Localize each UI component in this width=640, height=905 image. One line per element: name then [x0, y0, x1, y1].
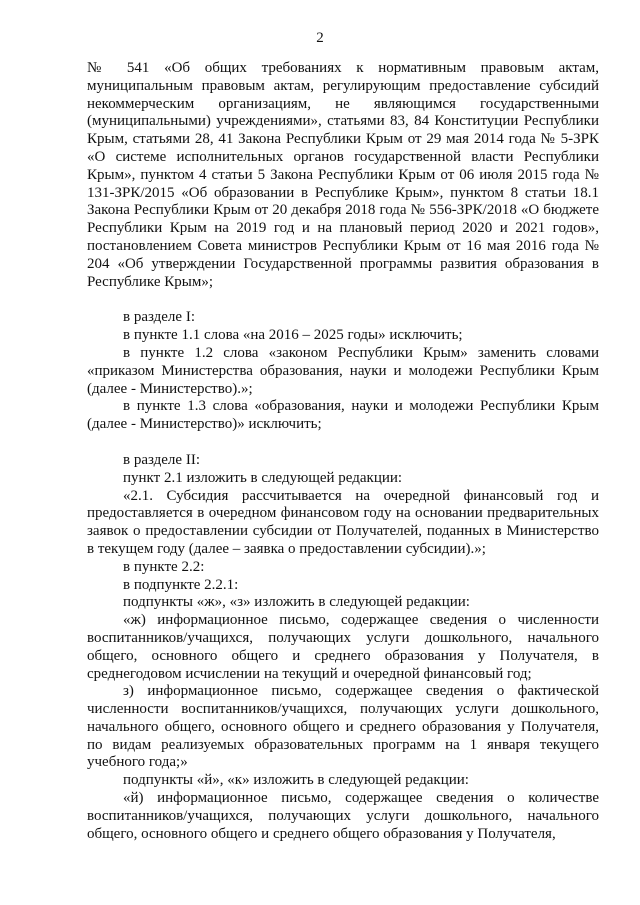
paragraph-item-2-2: в пункте 2.2: [123, 558, 205, 575]
paragraph-subitem-y: «й) информационное письмо, содержащее сведения о количестве воспитанников/учащихся, получающих услуги дошкольного, начального общего, основного общего и среднего общего образования у Получателя, [87, 790, 599, 842]
paragraph-item-1-2: в пункте 1.2 слова «законом Республики Крым» заменить словами «приказом Министерства образования, науки и молодежи Республики Крым (далее - Министерство).»; [87, 344, 599, 397]
paragraph-subitem-z: з) информационное письмо, содержащее сведения о фактической численности воспитанников/учащихся, получающих услуги дошкольного, начального общего, основного общего и среднего образования у Получателя, по видам реализуемых образовательных программ на 1 января текущего учебного года;» [87, 683, 599, 771]
paragraph-section-1-heading: в разделе I: [123, 309, 195, 326]
paragraph-subitems-y-k-intro: подпункты «й», «к» изложить в следующей редакции: [123, 772, 469, 789]
paragraph-item-1-3: в пункте 1.3 слова «образования, науки и молодежи Республики Крым (далее - Министерство)» исключить; [87, 398, 599, 433]
paragraph-subitems-zh-z-intro: подпункты «ж», «з» изложить в следующей редакции: [123, 594, 470, 611]
paragraph-section-2-heading: в разделе II: [123, 451, 200, 468]
paragraph-subitem-zh: «ж) информационное письмо, содержащее сведения о численности воспитанников/учащихся, получающих услуги дошкольного, начального общего, основного общего и среднего образования у Получателя, в среднегодовом исчислении на текущий и очередной финансовый год; [87, 612, 599, 682]
page-number: 2 [316, 30, 324, 46]
paragraph-item-1-1: в пункте 1.1 слова «на 2016 – 2025 годы» исключить; [123, 327, 463, 344]
paragraph-spacer [87, 291, 599, 309]
paragraph-spacer [87, 434, 599, 452]
paragraph-legal-basis: № 541 «Об общих требованиях к нормативным правовым актам, муниципальным правовым актам, регулирующим предоставление субсидий некоммерческим организациям, не являющимся государственными (муниципальными) учреждениями», статьями 83, 84 Конституции Республики Крым, статьями 28, 41 Закона Республики Крым от 29 мая 2014 года № 5-ЗРК «О системе исполнительных органов государственной власти Республики Крым», пунктом 4 статьи 5 Закона Республики Крым от 06 июля 2015 года № 131-ЗРК/2015 «Об образовании в Республике Крым», пунктом 8 статьи 18.1 Закона Республики Крым от 20 декабря 2018 года № 556-ЗРК/2018 «О бюджете Республики Крым на 2019 год и на плановый период 2020 и 2021 годов», постановлением Совета министров Республики Крым от 16 мая 2016 года № 204 «Об утверждении Государственной программы развития образования в Республике Крым»; [87, 60, 599, 290]
paragraph-item-2-1-text: «2.1. Субсидия рассчитывается на очередной финансовый год и предоставляется в очередном финансовом году на основании предварительных заявок о предоставлении субсидии от Получателей, поданных в Министерство в текущем году (далее – заявка о предоставлении субсидии).»; [87, 487, 599, 557]
document-body [87, 60, 599, 843]
paragraph-item-2-1-intro: пункт 2.1 изложить в следующей редакции: [123, 469, 403, 486]
paragraph-subitem-2-2-1: в подпункте 2.2.1: [123, 576, 239, 593]
